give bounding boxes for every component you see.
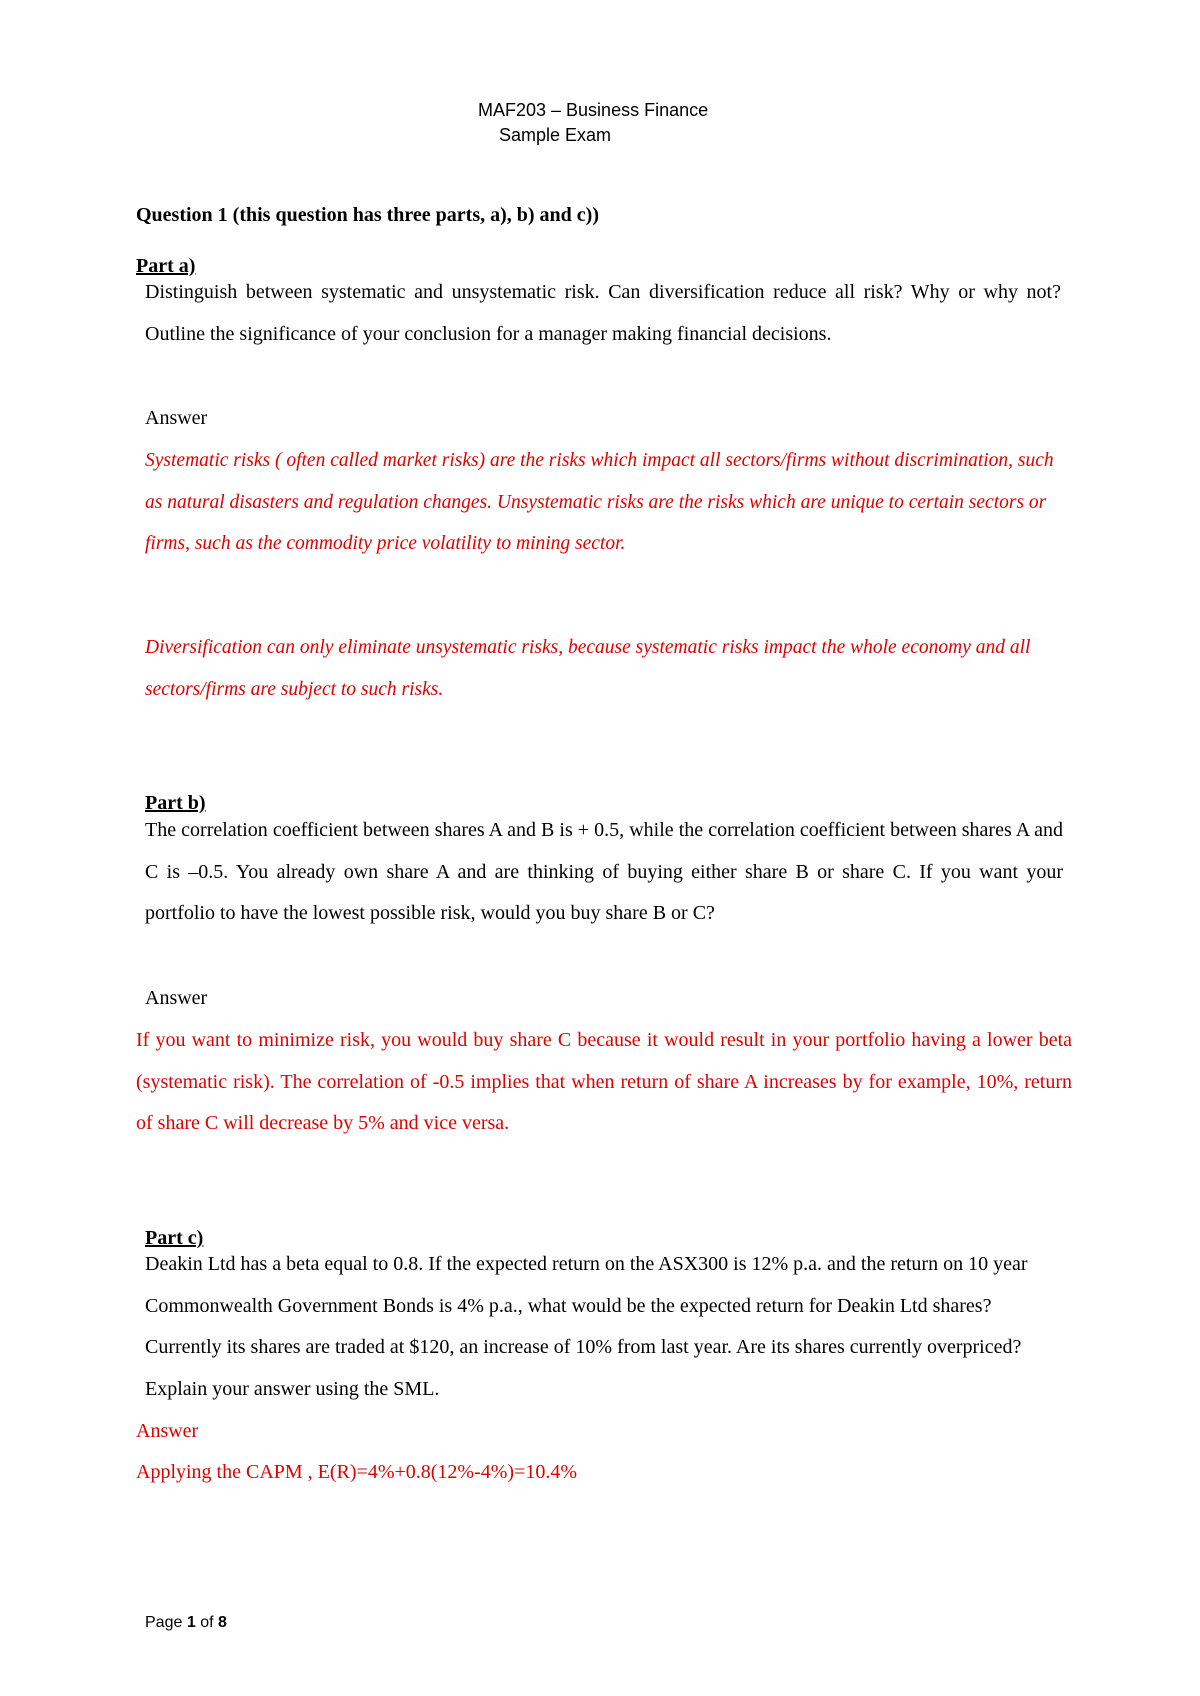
exam-title: Sample Exam [499, 125, 612, 145]
part-b-heading: Part b) [145, 792, 206, 814]
footer-of-word: of [200, 1614, 214, 1631]
part-c-answer-capm: Applying the CAPM , E(R)=4%+0.8(12%-4%)=10.4% [136, 1461, 578, 1483]
part-c-heading: Part c) [145, 1227, 204, 1249]
question-title: Question 1 (this question has three parts, a), b) and c)) [136, 204, 599, 226]
part-b-answer-label: Answer [145, 987, 208, 1009]
footer-total-pages: 8 [217, 1614, 227, 1631]
part-c-question: Deakin Ltd has a beta equal to 0.8. If the expected return on the ASX300 is 12% p.a. and the return on 10 year Commonwealth Government Bonds is 4% p.a., what would be the expected return for Deakin Ltd shares? Currently its shares are traded at $120, an increase of 10% from last year. Are its shares currently overpriced? Explain your answer using the SML. [145, 1253, 1028, 1400]
footer-page-word: Page [145, 1614, 183, 1631]
part-a-answer-paragraph-1: Systematic risks ( often called market risks) are the risks which impact all sectors/firms without discrimination, such as natural disasters and regulation changes. Unsystematic risks are the risks which are unique to certain sectors or firms, such as the commodity price volatility to mining sector. [145, 450, 1054, 554]
part-a-question: Distinguish between systematic and unsystematic risk. Can diversification reduce all risk? Why or why not? Outline the significance of your conclusion for a manager making financial decisions. [145, 281, 1061, 345]
page-footer [145, 1614, 227, 1632]
part-a-answer-label: Answer [145, 407, 208, 429]
footer-page-number: 1 [186, 1614, 196, 1631]
part-b-answer: If you want to minimize risk, you would buy share C because it would result in your portfolio having a lower beta (systematic risk). The correlation of -0.5 implies that when return of share A increases by for example, 10%, return of share C will decrease by 5% and vice versa. [136, 1029, 1072, 1134]
part-c-answer-label: Answer [136, 1420, 199, 1442]
part-a-answer-paragraph-2: Diversification can only eliminate unsystematic risks, because systematic risks impact the whole economy and all sectors/firms are subject to such risks. [145, 637, 1031, 700]
course-title: MAF203 – Business Finance [478, 100, 709, 120]
part-a-heading: Part a) [136, 255, 196, 277]
part-b-question: The correlation coefficient between shares A and B is + 0.5, while the correlation coefficient between shares A and C is –0.5. You already own share A and are thinking of buying either share B or share C. If you want your portfolio to have the lowest possible risk, would you buy share B or C? [145, 819, 1063, 924]
